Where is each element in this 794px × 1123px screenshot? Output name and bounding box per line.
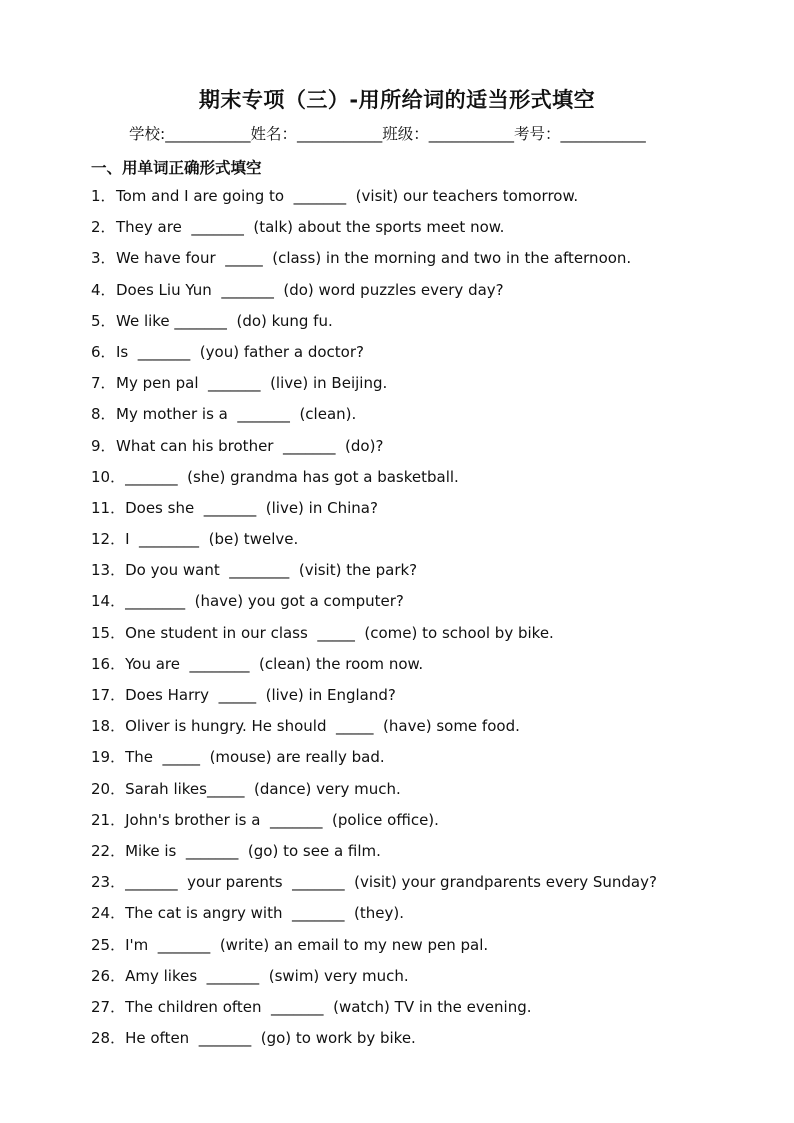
question-text: They are _______ (talk) about the sports meet now.	[116, 218, 505, 237]
question-number: 10．	[91, 467, 126, 486]
question-text: The cat is angry with _______ (they).	[125, 904, 404, 923]
question-text: _______ your parents _______ (visit) your grandparents every Sunday?	[125, 873, 657, 892]
question-number: 28．	[91, 1029, 126, 1048]
question-text: You are ________ (clean) the room now.	[125, 654, 424, 673]
question-number: 9．	[91, 436, 116, 455]
question-number: 3．	[91, 249, 116, 268]
question-text: My pen pal _______ (live) in Beijing.	[116, 374, 388, 393]
question-number: 8．	[91, 405, 116, 424]
question-number: 19．	[91, 748, 126, 767]
question-number: 24．	[91, 904, 126, 923]
question-list	[91, 185, 781, 1058]
question-item	[91, 310, 781, 341]
question-item	[91, 965, 781, 996]
question-text: ________ (have) you got a computer?	[125, 592, 404, 611]
question-number: 16．	[91, 654, 126, 673]
question-number: 20．	[91, 779, 126, 798]
question-text: We like _______ (do) kung fu.	[116, 311, 333, 330]
question-number: 6．	[91, 342, 116, 361]
document-title: 期末专项（三）-用所给词的适当形式填空	[198, 88, 596, 112]
question-number: 18．	[91, 717, 126, 736]
question-number: 14．	[91, 592, 126, 611]
question-number: 11．	[91, 498, 126, 517]
question-text: One student in our class _____ (come) to school by bike.	[125, 623, 554, 642]
question-text: My mother is a _______ (clean).	[116, 405, 357, 424]
question-text: _______ (she) grandma has got a basketball.	[125, 467, 459, 486]
question-number: 25．	[91, 935, 126, 954]
question-number: 1．	[91, 187, 116, 205]
question-text: We have four _____ (class) in the morning and two in the afternoon.	[116, 249, 632, 268]
question-number: 12．	[91, 530, 126, 549]
question-text: Do you want ________ (visit) the park?	[125, 561, 418, 580]
question-item	[91, 279, 781, 310]
question-text: He often _______ (go) to work by bike.	[125, 1029, 416, 1048]
question-number: 7．	[91, 374, 116, 393]
question-number: 26．	[91, 966, 126, 985]
question-item	[91, 185, 781, 216]
question-text: John's brother is a _______ (police office).	[125, 810, 439, 829]
question-item	[91, 466, 781, 497]
question-text: Does she _______ (live) in China?	[125, 498, 378, 517]
question-item	[91, 778, 781, 809]
question-text: I'm _______ (write) an email to my new pen pal.	[125, 935, 489, 954]
question-item	[91, 622, 781, 653]
question-number: 22．	[91, 841, 126, 860]
question-text: Tom and I are going to _______ (visit) our teachers tomorrow.	[116, 187, 579, 205]
question-number: 13．	[91, 561, 126, 580]
question-number: 15．	[91, 623, 126, 642]
question-item	[91, 372, 781, 403]
question-text: Mike is _______ (go) to see a film.	[125, 841, 381, 860]
question-item	[91, 996, 781, 1027]
question-text: Does Harry _____ (live) in England?	[125, 686, 396, 704]
question-text: I ________ (be) twelve.	[125, 530, 299, 549]
question-number: 4．	[91, 280, 116, 299]
question-text: Amy likes _______ (swim) very much.	[125, 966, 409, 985]
question-text: The _____ (mouse) are really bad.	[125, 748, 385, 767]
question-text: Does Liu Yun _______ (do) word puzzles every day?	[116, 280, 504, 299]
question-text: Sarah likes_____ (dance) very much.	[125, 779, 401, 798]
question-item	[91, 653, 781, 684]
question-number: 21．	[91, 810, 126, 829]
question-item	[91, 435, 781, 466]
question-item	[91, 216, 781, 247]
question-item	[91, 497, 781, 528]
question-number: 27．	[91, 997, 126, 1016]
question-item	[91, 590, 781, 621]
question-item	[91, 902, 781, 933]
question-item	[91, 715, 781, 746]
question-item	[91, 341, 781, 372]
question-text: What can his brother _______ (do)?	[116, 436, 384, 455]
question-item	[91, 809, 781, 840]
question-number: 2．	[91, 218, 116, 237]
question-text: Oliver is hungry. He should _____ (have) some food.	[125, 717, 520, 736]
question-number: 5．	[91, 311, 116, 330]
question-item	[91, 403, 781, 434]
question-item	[91, 871, 781, 902]
question-item	[91, 934, 781, 965]
question-item	[91, 1027, 781, 1058]
student-info-line: 学校:___________姓名：___________班级：___________考号：___________	[129, 125, 646, 143]
question-item	[91, 247, 781, 278]
question-number: 23．	[91, 873, 126, 892]
section-heading: 一、用单词正确形式填空	[91, 159, 262, 177]
question-item	[91, 559, 781, 590]
question-number: 17．	[91, 686, 126, 704]
question-item	[91, 840, 781, 871]
question-text: The children often _______ (watch) TV in the evening.	[125, 997, 532, 1016]
question-text: Is _______ (you) father a doctor?	[116, 342, 364, 361]
question-item	[91, 684, 781, 715]
question-item	[91, 528, 781, 559]
question-item	[91, 746, 781, 777]
